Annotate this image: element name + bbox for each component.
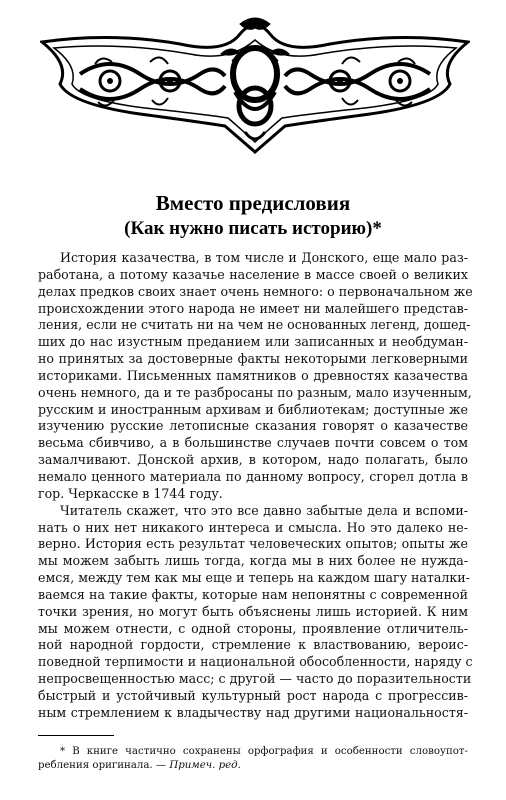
body-text	[38, 250, 473, 722]
chapter-subtitle: (Как нужно писать историю)*	[124, 218, 382, 239]
paragraph-line: гор. Черкасске в 1744 году.	[38, 485, 223, 501]
paragraph-line: мы можем отнести, с одной стороны, проявление отличитель-	[38, 620, 468, 636]
paragraph-line: изучению русские летописные сказания говорят о казачестве	[38, 418, 468, 434]
paragraph-line: весьма сбивчиво, а в большинстве случаев почти совсем о том	[38, 435, 468, 451]
paragraph-line: ным стремлением к владычеству над другими национальностя-	[38, 704, 468, 720]
footnote-line: * В книге частично сохранены орфография и особенности словоупот-	[60, 746, 468, 757]
paragraph-line: русским и иностранным архивам и библиотекам; доступные же	[38, 401, 468, 417]
paragraph-line: мы можем забыть лишь тогда, когда мы в них более не нужда-	[38, 553, 468, 569]
paragraph-line: нать о них нет никакого интереса и смысла. Но это далеко не-	[38, 519, 468, 535]
paragraph-line: ной народной гордости, стремление к властвованию, вероис-	[38, 637, 468, 653]
paragraph-line: быстрый и устойчивый культурный рост народа с прогрессив-	[38, 687, 468, 703]
footnote-divider	[38, 735, 114, 736]
paragraph-line: очень немного, да и те разбросаны по разным, мало изученным,	[38, 384, 472, 400]
footnote-editor-note: Примеч. ред.	[169, 760, 241, 771]
paragraph-line: историками. Письменных памятников о древностях казачества	[38, 367, 468, 383]
paragraph-line: немало ценного материала по данному вопросу, сгорел дотла в	[38, 468, 468, 484]
paragraph-line: ления, если не считать ни на чем не основанных легенд, дошед-	[38, 317, 471, 333]
paragraph-line: непросвещенностью масс; с другой — часто до поразительности	[38, 671, 472, 687]
paragraph-line: замалчивают. Донской архив, в котором, надо полагать, было	[38, 452, 468, 468]
paragraph-line: верно. История есть результат человеческих опытов; опыты же	[38, 536, 468, 552]
paragraph-line: поведной терпимости и национальной обособленности, наряду с	[38, 654, 473, 670]
ornament-headpiece-icon	[40, 14, 470, 154]
chapter-title: Вместо предисловия	[155, 191, 351, 215]
paragraph-line: История казачества, в том числе и Донского, еще мало раз-	[60, 250, 468, 265]
paragraph-line: но принятых за достоверные факты некоторыми легковерными	[38, 351, 468, 367]
paragraph-line: работана, а потому казачье население в массе своей о великих	[38, 266, 468, 282]
footnote-text: ребления оригинала. —	[38, 760, 170, 771]
paragraph-line: ваемся на такие факты, которые нам непонятны с современной	[38, 586, 468, 602]
paragraph-line: емся, между тем как мы еще и теперь на каждом шагу наталки-	[38, 570, 470, 586]
footnote	[38, 745, 468, 773]
footnote-line	[38, 759, 468, 773]
paragraph-line: ших до нас изустным преданием или записанных и необдуман-	[38, 334, 468, 350]
paragraph-line: точки зрения, но могут быть объяснены лишь историей. К ним	[38, 603, 468, 619]
paragraph-line: делах предков своих знает очень немного: о первоначальном же	[38, 283, 473, 299]
paragraph-line: Читатель скажет, что это все давно забытые дела и вспоми-	[60, 502, 468, 518]
paragraph-line: происхождении этого народа не имеет ни малейшего представ-	[38, 300, 468, 316]
